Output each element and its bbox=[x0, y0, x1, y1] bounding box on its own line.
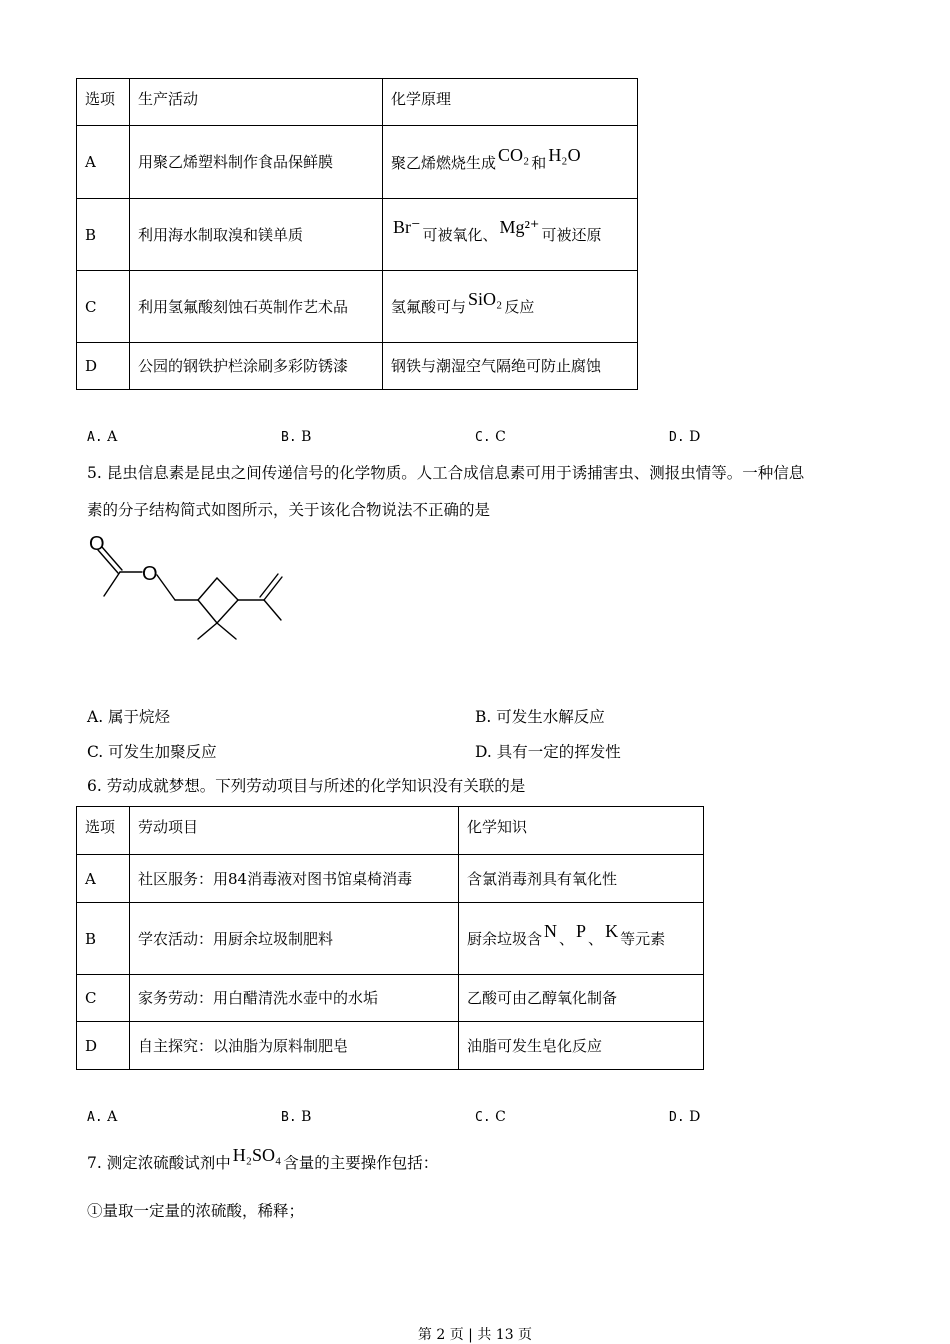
table-row bbox=[77, 855, 704, 903]
q5-option-a[interactable]: A. 属于烷烃 bbox=[87, 708, 171, 726]
header-option: 选项 bbox=[77, 807, 130, 855]
row-principle: 聚乙烯燃烧生成 CO₂ 和 H₂O bbox=[383, 126, 638, 199]
table-row bbox=[77, 199, 638, 271]
table-header-row bbox=[77, 79, 638, 126]
row-option: D bbox=[77, 343, 130, 390]
row-knowledge: 厨余垃圾含 N 、 P 、 K 等元素 bbox=[459, 903, 704, 975]
row-option: D bbox=[77, 1022, 130, 1070]
header-principle: 化学原理 bbox=[383, 79, 638, 126]
table-header-row bbox=[77, 807, 704, 855]
header-project: 劳动项目 bbox=[130, 807, 459, 855]
q6-stem: 6. 劳动成就梦想。下列劳动项目与所述的化学知识没有关联的是 bbox=[87, 777, 526, 795]
row-option: B bbox=[77, 199, 130, 271]
q5-stem-line2: 素的分子结构简式如图所示，关于该化合物说法不正确的是 bbox=[87, 501, 491, 519]
row-option: C bbox=[77, 975, 130, 1022]
row-activity: 公园的钢铁护栏涂刷多彩防锈漆 bbox=[130, 343, 383, 390]
q6-option-c[interactable]: C. C bbox=[475, 1109, 506, 1125]
row-principle: 氢氟酸可与 SiO₂ 反应 bbox=[383, 271, 638, 343]
element-symbol: P bbox=[576, 921, 587, 941]
header-knowledge: 化学知识 bbox=[459, 807, 704, 855]
q4-option-a[interactable]: A. A bbox=[87, 429, 118, 445]
table-row bbox=[77, 343, 638, 390]
table-row bbox=[77, 126, 638, 199]
row-option: A bbox=[77, 126, 130, 199]
row-project: 社区服务：用84消毒液对图书馆桌椅消毒 bbox=[130, 855, 459, 903]
q5-option-c[interactable]: C. 可发生加聚反应 bbox=[87, 743, 217, 761]
row-project: 家务劳动：用白醋清洗水壶中的水垢 bbox=[130, 975, 459, 1022]
q5-option-b[interactable]: B. 可发生水解反应 bbox=[475, 708, 605, 726]
q4-option-b[interactable]: B. B bbox=[281, 429, 312, 445]
header-activity: 生产活动 bbox=[130, 79, 383, 126]
row-principle: Br⁻ 可被氧化、 Mg²⁺ 可被还原 bbox=[383, 199, 638, 271]
row-activity: 利用海水制取溴和镁单质 bbox=[130, 199, 383, 271]
q7-stem: 7. 测定浓硫酸试剂中 H₂SO₄ 含量的主要操作包括： bbox=[87, 1145, 439, 1172]
table-row bbox=[77, 1022, 704, 1070]
q5-stem-line1: 5. 昆虫信息素是昆虫之间传递信号的化学物质。人工合成信息素可用于诱捕害虫、测报虫情等。一种信息 bbox=[87, 464, 805, 482]
labor-knowledge-table bbox=[76, 806, 704, 1070]
row-project: 学农活动：用厨余垃圾制肥料 bbox=[130, 903, 459, 975]
table-row bbox=[77, 271, 638, 343]
production-principle-table bbox=[76, 78, 638, 390]
chem-formula: CO₂ bbox=[498, 144, 530, 165]
q6-option-d[interactable]: D. D bbox=[669, 1109, 701, 1125]
chem-formula: Mg²⁺ bbox=[499, 217, 540, 237]
q6-option-a[interactable]: A. A bbox=[87, 1109, 118, 1125]
page-footer: 第 2 页 | 共 13 页 bbox=[417, 1327, 533, 1343]
row-activity: 利用氢氟酸刻蚀石英制作艺术品 bbox=[130, 271, 383, 343]
row-knowledge: 乙酸可由乙醇氧化制备 bbox=[459, 975, 704, 1022]
row-option: A bbox=[77, 855, 130, 903]
row-principle: 钢铁与潮湿空气隔绝可防止腐蚀 bbox=[383, 343, 638, 390]
q4-option-d[interactable]: D. D bbox=[669, 429, 701, 445]
row-knowledge: 含氯消毒剂具有氧化性 bbox=[459, 855, 704, 903]
chem-formula: H₂O bbox=[548, 144, 581, 165]
element-symbol: N bbox=[544, 921, 558, 941]
q4-option-c[interactable]: C. C bbox=[475, 429, 506, 445]
chem-formula: H₂SO₄ bbox=[232, 1145, 282, 1165]
table-row bbox=[77, 975, 704, 1022]
header-option: 选项 bbox=[77, 79, 130, 126]
q6-option-b[interactable]: B. B bbox=[281, 1109, 312, 1125]
q7-step-1: ①量取一定量的浓硫酸，稀释； bbox=[87, 1202, 305, 1220]
element-symbol: K bbox=[605, 921, 619, 941]
row-option: B bbox=[77, 903, 130, 975]
chem-formula: SiO₂ bbox=[468, 289, 503, 309]
q5-option-d[interactable]: D. 具有一定的挥发性 bbox=[475, 743, 621, 761]
oxygen-atom-carbonyl: O bbox=[89, 533, 105, 555]
row-activity: 用聚乙烯塑料制作食品保鲜膜 bbox=[130, 126, 383, 199]
row-knowledge: 油脂可发生皂化反应 bbox=[459, 1022, 704, 1070]
chem-formula: Br⁻ bbox=[393, 217, 421, 237]
oxygen-atom-ester: O bbox=[142, 563, 158, 585]
molecule-structure bbox=[80, 528, 300, 653]
row-project: 自主探究：以油脂为原料制肥皂 bbox=[130, 1022, 459, 1070]
row-option: C bbox=[77, 271, 130, 343]
table-row bbox=[77, 903, 704, 975]
